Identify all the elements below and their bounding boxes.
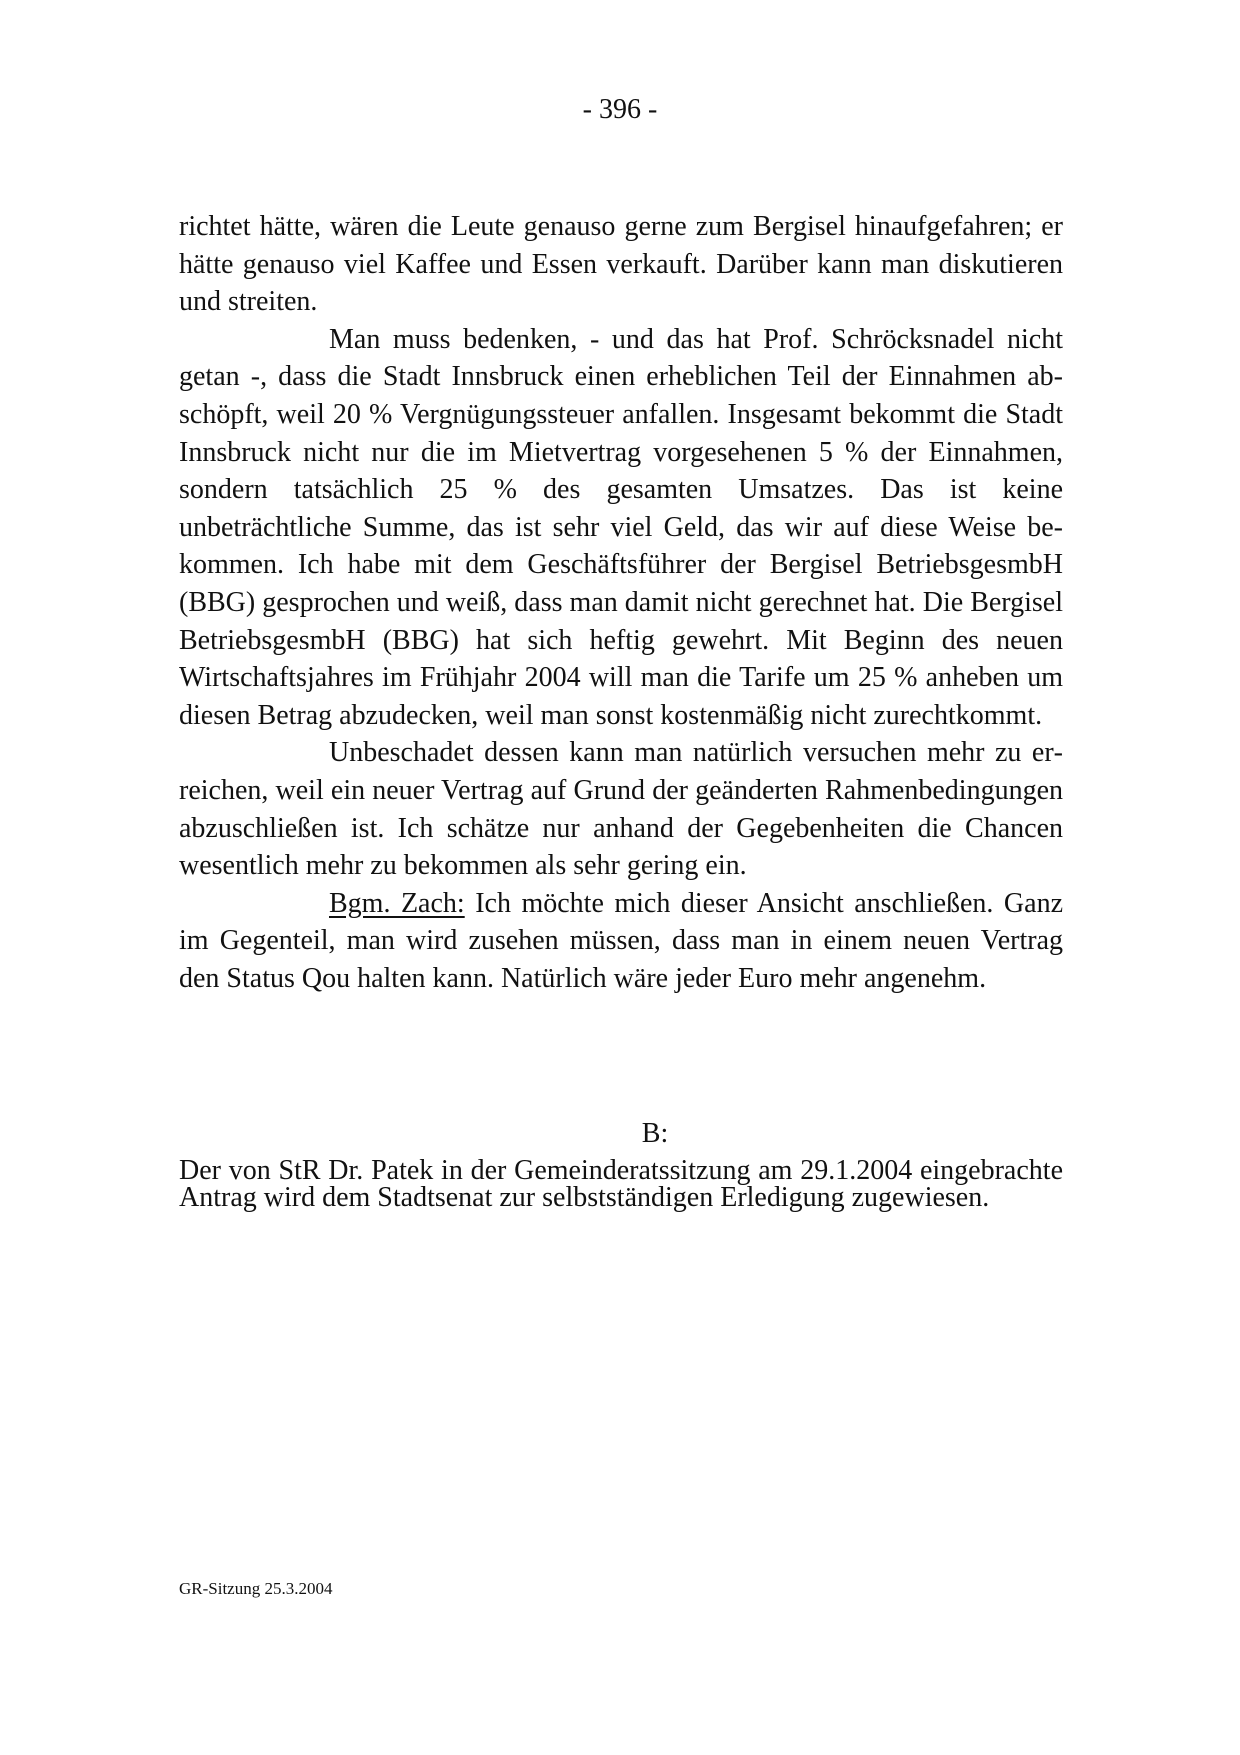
footer-session-date: GR-Sitzung 25.3.2004	[179, 1579, 333, 1598]
paragraph-new-contract: Unbeschadet dessen kann man natürlich versuchen mehr zu erreichen, weil ein neuer Vertrag auf Grund der geänderten Rahmenbedingungen abzuschließen ist. Ich schätze nur anhand der Gegebenheiten die Chancen wesentlich mehr zu bekommen als sehr gering ein.	[179, 737, 1063, 882]
paragraph-continuation: richtet hätte, wären die Leute genauso gerne zum Bergisel hinaufgefahren; er hätte genauso viel Kaffee und Essen verkauft. Darüber kann man diskutieren und streiten.	[179, 211, 1063, 318]
speaker-label: Bgm. Zach:	[329, 887, 465, 919]
resolution-label: B:	[641, 1118, 669, 1149]
resolution-text: Der von StR Dr. Patek in der Gemeinderatssitzung am 29.1.2004 eingebrachte Antrag wird dem Stadtsenat zur selbstständigen Erledigung zugewiesen.	[179, 1155, 1063, 1213]
paragraph-tax-revenue: Man muss bedenken, - und das hat Prof. Schröcksnadel nicht getan -, dass die Stadt Innsbruck einen erheblichen Teil der Einnahmen abschöpft, weil 20 % Vergnügungssteuer anfallen. Insgesamt bekommt die Stadt Innsbruck nicht nur die im Mietvertrag vorgesehenen 5 % der Einnahmen, sondern tatsächlich 25 % des gesamten Umsatzes. Das ist keine unbeträchtliche Summe, das ist sehr viel Geld, das wir auf diese Weise bekommen. Ich habe mit dem Geschäftsführer der Bergisel BetriebsgesmbH (BBG) gesprochen und weiß, dass man damit nicht gerechnet hat. Die Bergisel BetriebsgesmbH (BBG) hat sich heftig gewehrt. Mit Beginn des neuen Wirtschaftsjahres im Frühjahr 2004 will man die Tarife um 25 % anheben um diesen Betrag abzudecken, weil man sonst kostenmäßig nicht zurechtkommt.	[179, 323, 1063, 731]
page-number: - 396 -	[582, 94, 658, 125]
paragraph-mayor-statement	[179, 885, 1063, 998]
document-body	[179, 208, 1063, 997]
speaker-statement: Ich möchte mich dieser Ansicht anschließen. Ganz im Gegenteil, man wird zusehen müssen, dass man in einem neuen Vertrag den Status Qou halten kann. Natürlich wäre jeder Euro mehr angenehm.	[179, 887, 1063, 994]
